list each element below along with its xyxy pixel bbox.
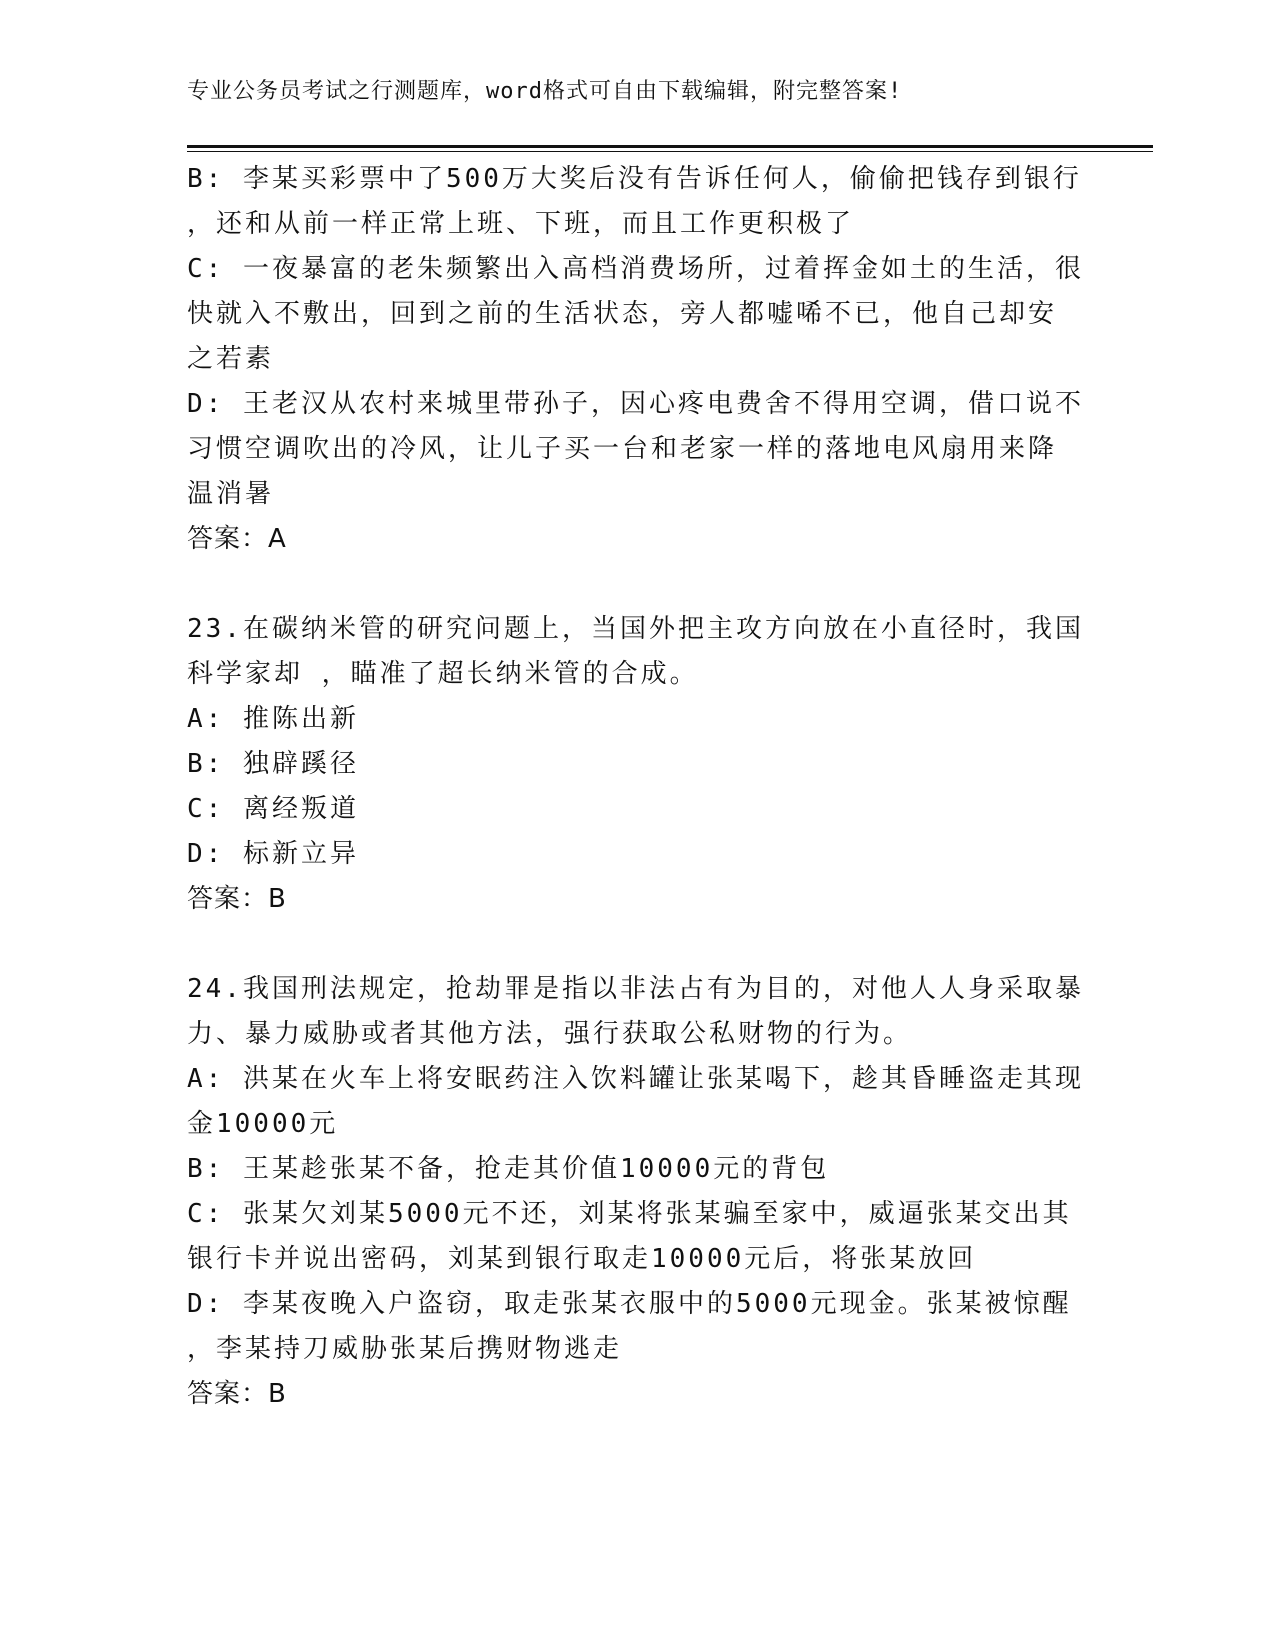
page-header: 专业公务员考试之行测题库，word格式可自由下载编辑，附完整答案! (187, 79, 903, 104)
q22-option-b-line1: B: 李某买彩票中了500万大奖后没有告诉任何人，偷偷把钱存到银行 (187, 164, 1082, 194)
question-23 (187, 607, 1087, 922)
q22-option-d-line3: 温消暑 (187, 479, 275, 509)
q22-option-c-line3: 之若素 (187, 344, 275, 374)
q23-option-c: C: 离经叛道 (187, 794, 359, 824)
question-24 (187, 967, 1087, 1417)
q24-stem-line1: 24.我国刑法规定，抢劫罪是指以非法占有为目的，对他人人身采取暴 (187, 974, 1084, 1004)
header-rule-thin (187, 151, 1153, 152)
q24-option-b: B: 王某趁张某不备，抢走其价值10000元的背包 (187, 1154, 830, 1184)
q24-answer: 答案：B (187, 1379, 287, 1409)
q22-option-b-line2: ，还和从前一样正常上班、下班，而且工作更积极了 (187, 209, 855, 239)
q22-option-d-line2: 习惯空调吹出的冷风，让儿子买一台和老家一样的落地电风扇用来降 (187, 434, 1058, 464)
q23-option-b: B: 独辟蹊径 (187, 749, 359, 779)
q24-stem-line2: 力、暴力威胁或者其他方法，强行获取公私财物的行为。 (187, 1019, 913, 1049)
q22-option-d-line1: D: 王老汉从农村来城里带孙子，因心疼电费舍不得用空调，借口说不 (187, 389, 1084, 419)
q23-stem-line1: 23.在碳纳米管的研究问题上，当国外把主攻方向放在小直径时，我国 (187, 614, 1084, 644)
q24-option-d-line2: ，李某持刀威胁张某后携财物逃走 (187, 1334, 623, 1364)
q23-stem-line2: 科学家却 ，瞄准了超长纳米管的合成。 (187, 659, 699, 689)
q23-option-a: A: 推陈出新 (187, 704, 359, 734)
spacer (187, 562, 1087, 607)
question-22 (187, 157, 1087, 562)
document-body (187, 157, 1087, 1417)
q23-option-d: D: 标新立异 (187, 839, 359, 869)
q24-option-c-line1: C: 张某欠刘某5000元不还，刘某将张某骗至家中，威逼张某交出其 (187, 1199, 1072, 1229)
q24-option-a-line2: 金10000元 (187, 1109, 339, 1139)
q24-option-a-line1: A: 洪某在火车上将安眠药注入饮料罐让张某喝下，趁其昏睡盗走其现 (187, 1064, 1084, 1094)
q23-answer: 答案：B (187, 884, 287, 914)
q22-answer: 答案：A (187, 524, 287, 554)
q22-option-c-line2: 快就入不敷出，回到之前的生活状态，旁人都嘘唏不已，他自己却安 (187, 299, 1058, 329)
q24-option-c-line2: 银行卡并说出密码，刘某到银行取走10000元后，将张某放回 (187, 1244, 977, 1274)
header-rule-thick (187, 145, 1153, 148)
q22-option-c-line1: C: 一夜暴富的老朱频繁出入高档消费场所，过着挥金如土的生活，很 (187, 254, 1084, 284)
q24-option-d-line1: D: 李某夜晚入户盗窃，取走张某衣服中的5000元现金。张某被惊醒 (187, 1289, 1072, 1319)
spacer (187, 922, 1087, 967)
